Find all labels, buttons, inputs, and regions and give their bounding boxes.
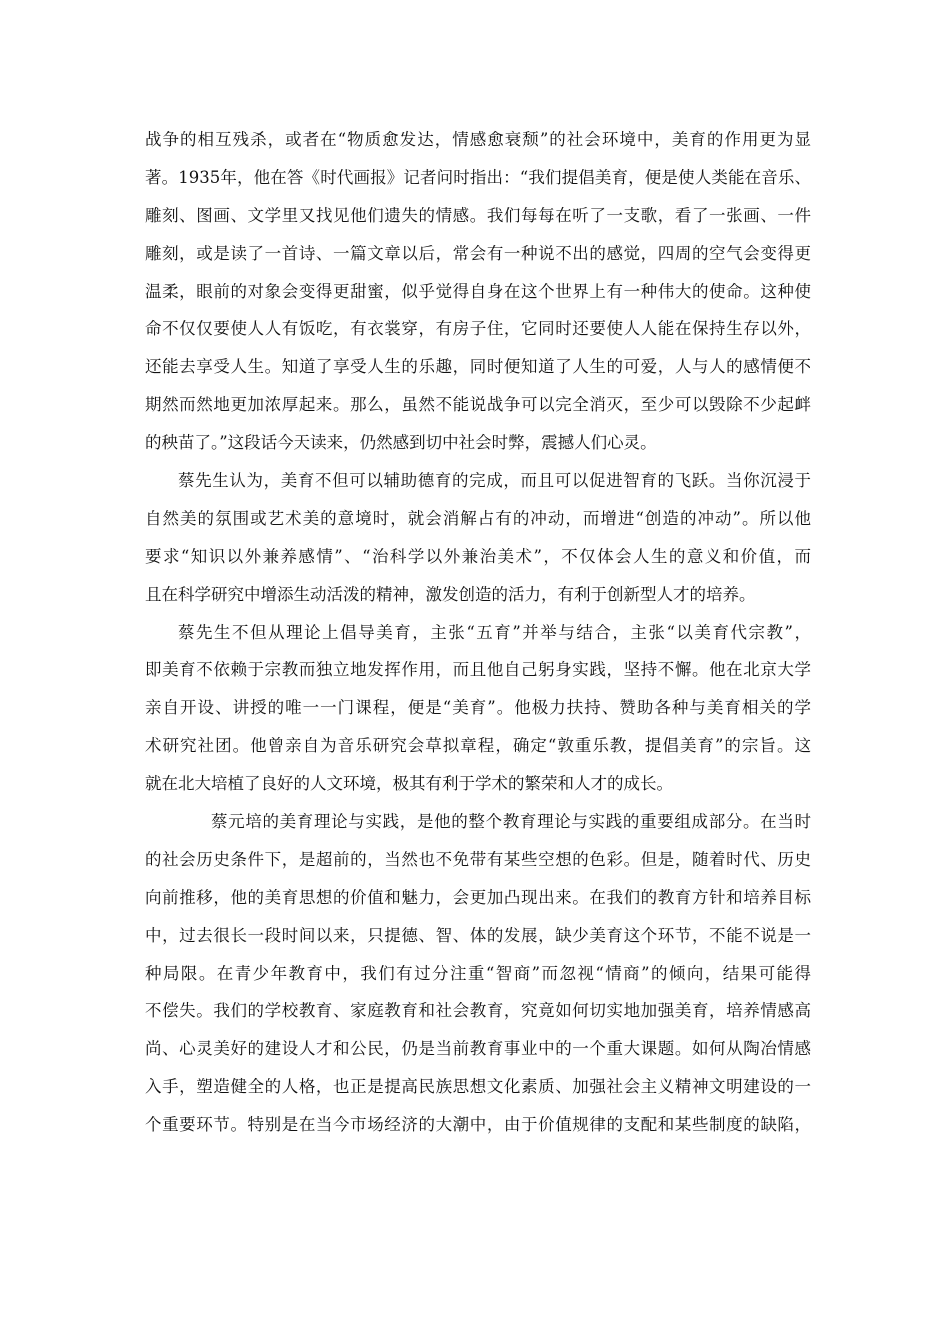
text-line: 个重要环节。特别是在当今市场经济的大潮中，由于价值规律的支配和某些制度的缺陷， — [145, 1115, 811, 1135]
text-line: 就在北大培植了良好的人文环境，极其有利于学术的繁荣和人才的成长。 — [145, 774, 673, 794]
paragraph-4 — [145, 803, 811, 1144]
text-line: 的秧苗了。”这段话今天读来，仍然感到切中社会时弊，震撼人们心灵。 — [145, 433, 657, 453]
text-line: 蔡先生不但从理论上倡导美育，主张“五育”并举与结合，主张“以美育代宗教”， — [178, 622, 811, 642]
paragraph-3 — [145, 614, 811, 803]
text-line: 命不仅仅要使人人有饭吃，有衣裳穿，有房子住，它同时还要使人人能在保持生存以外， — [145, 319, 811, 339]
text-line: 亲自开设、讲授的唯一一门课程，便是“美育”。他极力扶持、赞助各种与美育相关的学 — [145, 698, 811, 718]
text-line: 的社会历史条件下，是超前的，当然也不免带有某些空想的色彩。但是，随着时代、历史 — [145, 849, 811, 869]
body-text — [145, 121, 811, 1144]
text-line: 蔡先生认为，美育不但可以辅助德育的完成，而且可以促进智育的飞跃。当你沉浸于 — [178, 471, 811, 491]
text-line: 即美育不依赖于宗教而独立地发挥作用，而且他自己躬身实践，坚持不懈。他在北京大学 — [145, 660, 811, 680]
text-line: 且在科学研究中增添生动活泼的精神，激发创造的活力，有利于创新型人才的培养。 — [145, 584, 756, 604]
text-line: 术研究社团。他曾亲自为音乐研究会草拟章程，确定“敦重乐教，提倡美育”的宗旨。这 — [145, 736, 811, 756]
text-line: 要求“知识以外兼养感情”、“治科学以外兼治美术”，不仅体会人生的意义和价值，而 — [145, 546, 811, 566]
paragraph-1 — [145, 121, 811, 462]
text-line: 不偿失。我们的学校教育、家庭教育和社会教育，究竟如何切实地加强美育，培养情感高 — [145, 1001, 811, 1021]
text-line: 期然而然地更加浓厚起来。那么，虽然不能说战争可以完全消灭，至少可以毁除不少起衅 — [145, 395, 811, 415]
paragraph-2 — [145, 462, 811, 614]
text-line: 种局限。在青少年教育中，我们有过分注重“智商”而忽视“情商”的倾向，结果可能得 — [145, 963, 811, 983]
text-line: 尚、心灵美好的建设人才和公民，仍是当前教育事业中的一个重大课题。如何从陶冶情感 — [145, 1039, 811, 1059]
text-line: 雕刻，或是读了一首诗、一篇文章以后，常会有一种说不出的感觉，四周的空气会变得更 — [145, 243, 811, 263]
text-line: 著。1935年，他在答《时代画报》记者问时指出：“我们提倡美育，便是使人类能在音乐、 — [145, 167, 811, 187]
text-line: 温柔，眼前的对象会变得更甜蜜，似乎觉得自身在这个世界上有一种伟大的使命。这种使 — [145, 281, 811, 301]
text-line: 还能去享受人生。知道了享受人生的乐趣，同时便知道了人生的可爱，人与人的感情便不 — [145, 357, 811, 377]
text-line: 入手，塑造健全的人格，也正是提高民族思想文化素质、加强社会主义精神文明建设的一 — [145, 1077, 811, 1097]
text-line: 战争的相互残杀，或者在“物质愈发达，情感愈衰颓”的社会环境中，美育的作用更为显 — [145, 130, 811, 149]
text-line: 中，过去很长一段时间以来，只提德、智、体的发展，缺少美育这个环节，不能不说是一 — [145, 925, 811, 945]
text-line: 自然美的氛围或艺术美的意境时，就会消解占有的冲动，而增进“创造的冲动”。所以他 — [145, 508, 811, 528]
text-line: 向前推移，他的美育思想的价值和魅力，会更加凸现出来。在我们的教育方针和培养目标 — [145, 887, 811, 907]
text-line: 蔡元培的美育理论与实践，是他的整个教育理论与实践的重要组成部分。在当时 — [211, 812, 811, 832]
text-line: 雕刻、图画、文学里又找见他们遗失的情感。我们每每在听了一支歌，看了一张画、一件 — [145, 205, 811, 225]
